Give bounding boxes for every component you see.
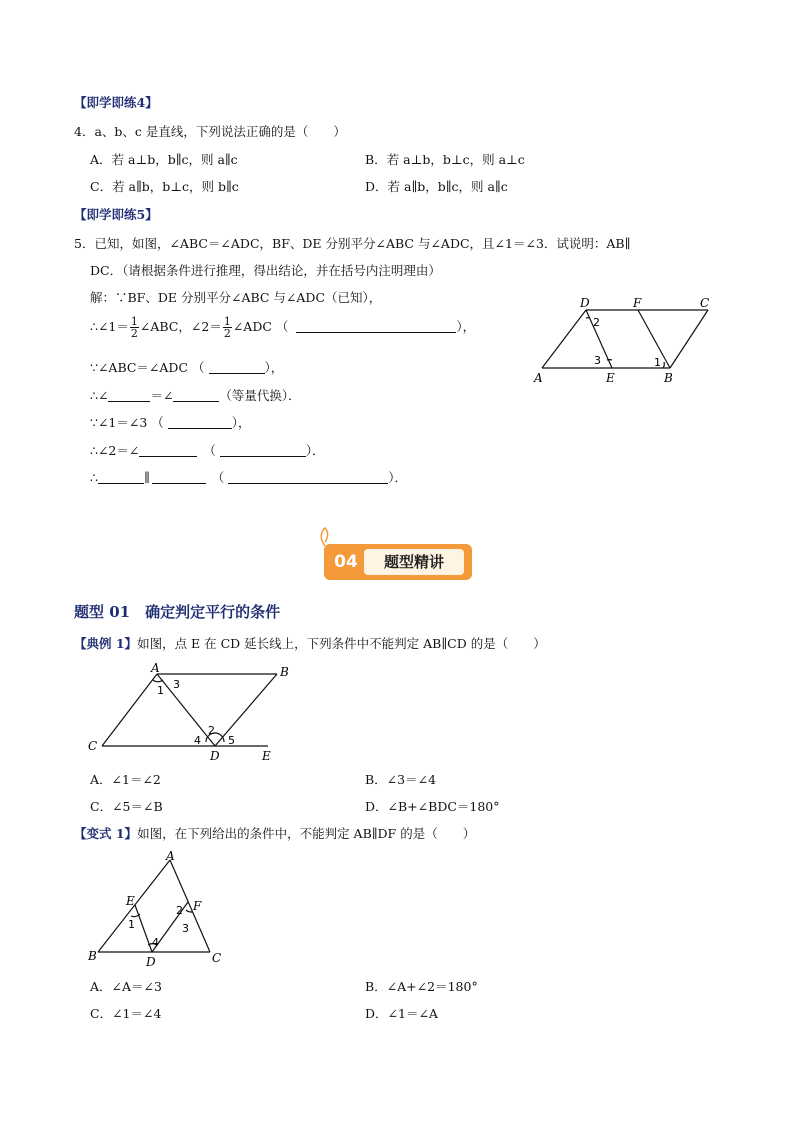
banner-number: 04 <box>334 552 358 572</box>
figure-variant-1 <box>84 848 234 970</box>
blank-reason-3[interactable] <box>168 416 232 429</box>
ex1-label-B: B <box>280 665 289 679</box>
question-5-line2: DC．（请根据条件进行推理，得出结论，并在括号内注明理由） <box>90 263 441 278</box>
var1-label-B: B <box>88 949 97 963</box>
ex1-option-d: D．∠B+∠BDC＝180° <box>365 799 500 814</box>
var1-label-D: D <box>146 955 156 969</box>
label-F: F <box>633 296 642 310</box>
blank-reason-2[interactable] <box>209 361 265 374</box>
var1-option-a: A．∠A＝∠3 <box>90 979 162 994</box>
option-4d: D．若 a∥b，b∥c，则 a∥c <box>365 179 508 194</box>
var1-label-A: A <box>166 849 175 863</box>
practice-5-header: 【即学即练5】 <box>74 207 158 222</box>
figure-example-1 <box>82 658 302 766</box>
label-C: C <box>700 296 710 310</box>
var1-label-angle-2: 2 <box>176 904 183 917</box>
section-banner <box>324 544 474 582</box>
fraction-half-1: $\frac{1}{2}$ <box>130 315 138 340</box>
var1-option-d: D．∠1＝∠A <box>365 1006 438 1021</box>
question-5-line1: 5．已知，如图，∠ABC＝∠ADC，BF、DE 分别平分∠ABC 与∠ADC，且∠1＝∠3．试说明：AB∥ <box>74 236 631 251</box>
solution-line-6: ∴∠2＝∠ （ ）． <box>90 443 325 458</box>
blank-angle-3[interactable] <box>139 444 197 457</box>
ex1-label-angle-5: 5 <box>228 734 235 747</box>
ex1-option-c: C．∠5＝∠B <box>90 799 163 814</box>
type-01-title: 题型 01 确定判定平行的条件 <box>74 603 281 621</box>
solution-line-7: ∴ ∥ （ ）． <box>90 470 408 485</box>
ex1-label-C: C <box>88 739 98 753</box>
ex1-label-E: E <box>262 749 271 763</box>
question-4: 4．a、b、c 是直线，下列说法正确的是（ ） <box>74 124 346 139</box>
label-A: A <box>534 371 543 385</box>
blank-line-1[interactable] <box>98 471 144 484</box>
blank-reason-4[interactable] <box>220 444 306 457</box>
ex1-label-D: D <box>210 749 220 763</box>
var1-option-b: B．∠A+∠2＝180° <box>365 979 478 994</box>
variant-1-tag: 【变式 1】 <box>74 826 138 841</box>
example-1-tag: 【典例 1】 <box>74 636 138 651</box>
figure-question-5 <box>530 294 720 386</box>
var1-label-angle-3: 3 <box>182 922 189 935</box>
var1-label-angle-4: 4 <box>152 936 159 949</box>
label-angle-1: 1 <box>654 356 661 369</box>
ex1-label-angle-1: 1 <box>157 684 164 697</box>
solution-line-1: 解：∵BF、DE 分别平分∠ABC 与∠ADC（已知）， <box>90 290 382 305</box>
blank-line-2[interactable] <box>152 471 206 484</box>
practice-4-header: 【即学即练4】 <box>74 95 158 110</box>
fraction-half-2: $\frac{1}{2}$ <box>223 315 231 340</box>
var1-label-angle-1: 1 <box>128 918 135 931</box>
blank-reason-5[interactable] <box>228 471 388 484</box>
blank-reason-1[interactable] <box>296 320 456 333</box>
option-4a: A．若 a⊥b，b∥c，则 a∥c <box>90 152 238 167</box>
ex1-label-angle-4: 4 <box>194 734 201 747</box>
var1-label-C: C <box>212 951 222 965</box>
label-angle-3: 3 <box>594 354 601 367</box>
label-D: D <box>580 296 590 310</box>
solution-line-2: ∴∠1＝ $\frac{1}{2}$ ∠ABC，∠2＝ $\frac{1}{2}$ ∠ADC （ ）， <box>90 315 476 340</box>
solution-line-4: ∴∠ ＝∠ （等量代换）． <box>90 388 301 403</box>
ex1-label-angle-2: 2 <box>208 724 215 737</box>
solution-line-3: ∵∠ABC＝∠ADC （ ）， <box>90 360 284 375</box>
ex1-option-b: B．∠3＝∠4 <box>365 772 437 787</box>
label-angle-2: 2 <box>593 316 600 329</box>
var1-label-E: E <box>126 894 135 908</box>
solution-line-5: ∵∠1＝∠3 （ ）， <box>90 415 251 430</box>
option-4c: C．若 a∥b，b⊥c，则 b∥c <box>90 179 239 194</box>
example-1-question: 【典例 1】如图，点 E 在 CD 延长线上，下列条件中不能判定 AB∥CD 的是（ ） <box>74 636 546 651</box>
banner-title: 题型精讲 <box>364 549 464 575</box>
var1-label-F: F <box>193 899 202 913</box>
label-E: E <box>606 371 615 385</box>
blank-angle-1[interactable] <box>108 389 150 402</box>
option-4b: B．若 a⊥b，b⊥c，则 a⊥c <box>365 152 525 167</box>
ex1-label-angle-3: 3 <box>173 678 180 691</box>
variant-1-question: 【变式 1】如图，在下列给出的条件中，不能判定 AB∥DF 的是（ ） <box>74 826 476 841</box>
ex1-label-A: A <box>151 661 160 675</box>
blank-angle-2[interactable] <box>173 389 219 402</box>
label-B: B <box>664 371 673 385</box>
ex1-option-a: A．∠1＝∠2 <box>90 772 161 787</box>
var1-option-c: C．∠1＝∠4 <box>90 1006 162 1021</box>
